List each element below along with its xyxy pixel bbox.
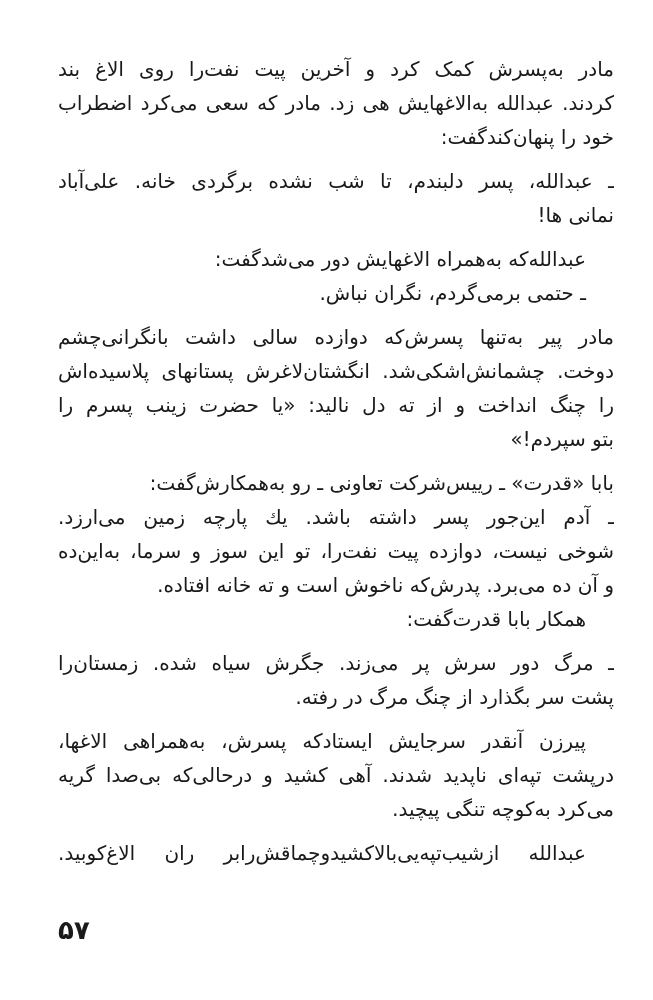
text-line: ـ آدم این‌جور پسر داشته باشد. یك پارچه زمین می‌ارزد. <box>58 505 614 529</box>
text-line: ـ مرگ دور سرش پر می‌زند. جگرش سیاه شده. زمستان‌را <box>58 651 614 675</box>
book-page <box>58 52 614 952</box>
text-line: را چنگ انداخت و از ته دل نالید: «یا حضرت زینب پسرم را <box>58 393 614 417</box>
paragraph <box>58 602 614 636</box>
text-line: کردند. عبدالله به‌الاغهایش هی زد. مادر که سعی می‌کرد اضطراب <box>58 91 614 115</box>
paragraph <box>58 164 614 232</box>
text-line: درپشت تپه‌ای ناپدید شدند. آهی کشید و درحالی‌که بی‌صدا گریه <box>58 763 614 787</box>
paragraph <box>58 724 614 826</box>
text-line: مادر پیر به‌تنها پسرش‌که دوازده سالی داشت بانگرانی‌چشم <box>58 325 614 349</box>
paragraph <box>58 836 614 870</box>
text-line: عبدالله‌که به‌همراه الاغهایش دور می‌شد‌گفت: <box>214 247 586 271</box>
text-line: عبدالله ازشیب‌تپه‌یی‌بالاکشیدوچماقش‌رابر ران الاغ‌کوبید. <box>58 841 586 865</box>
text-line: دوخت. چشمانش‌اشکی‌شد. انگشتان‌لاغرش پستانهای پلاسیده‌اش <box>58 359 614 383</box>
text-line: ـ عبدالله، پسر دلبندم، تا شب نشده برگردی خانه. علی‌آباد <box>58 169 614 193</box>
text-body <box>58 52 614 870</box>
text-line: بتو سپردم!» <box>510 427 614 451</box>
text-line: و آن ده می‌برد. پدرش‌که ناخوش است و ته خانه افتاده. <box>157 573 614 597</box>
text-line: پیرزن آنقدر سرجایش ایستادکه پسرش، به‌همراهی الاغها، <box>58 729 586 753</box>
text-line: مادر به‌پسرش کمک کرد و آخرین پیت نفت‌را روی الاغ بند <box>58 57 614 81</box>
text-line: شوخی نیست، دوازده پیت نفت‌را، تو این سوز و سرما، به‌این‌ده <box>58 539 614 563</box>
paragraph <box>58 466 614 602</box>
paragraph <box>58 242 614 310</box>
page-number: ۵۷ <box>58 916 90 946</box>
text-line: ـ حتمی برمی‌گردم، نگران نباش. <box>319 281 586 305</box>
paragraph <box>58 52 614 154</box>
text-line: می‌کرد به‌کوچه تنگی پیچید. <box>392 797 614 821</box>
text-line: نمانی ها! <box>537 203 614 227</box>
text-line: پشت سر بگذارد از چنگ مرگ در رفته. <box>295 685 614 709</box>
text-line: خود را پنهان‌کند‌گفت: <box>440 125 614 149</box>
text-line: بابا «قدرت» ـ رییس‌شرکت تعاونی ـ رو به‌همکارش‌گفت: <box>149 471 614 495</box>
paragraph <box>58 646 614 714</box>
text-line: همکار بابا قدرت‌گفت: <box>406 607 586 631</box>
paragraph <box>58 320 614 456</box>
